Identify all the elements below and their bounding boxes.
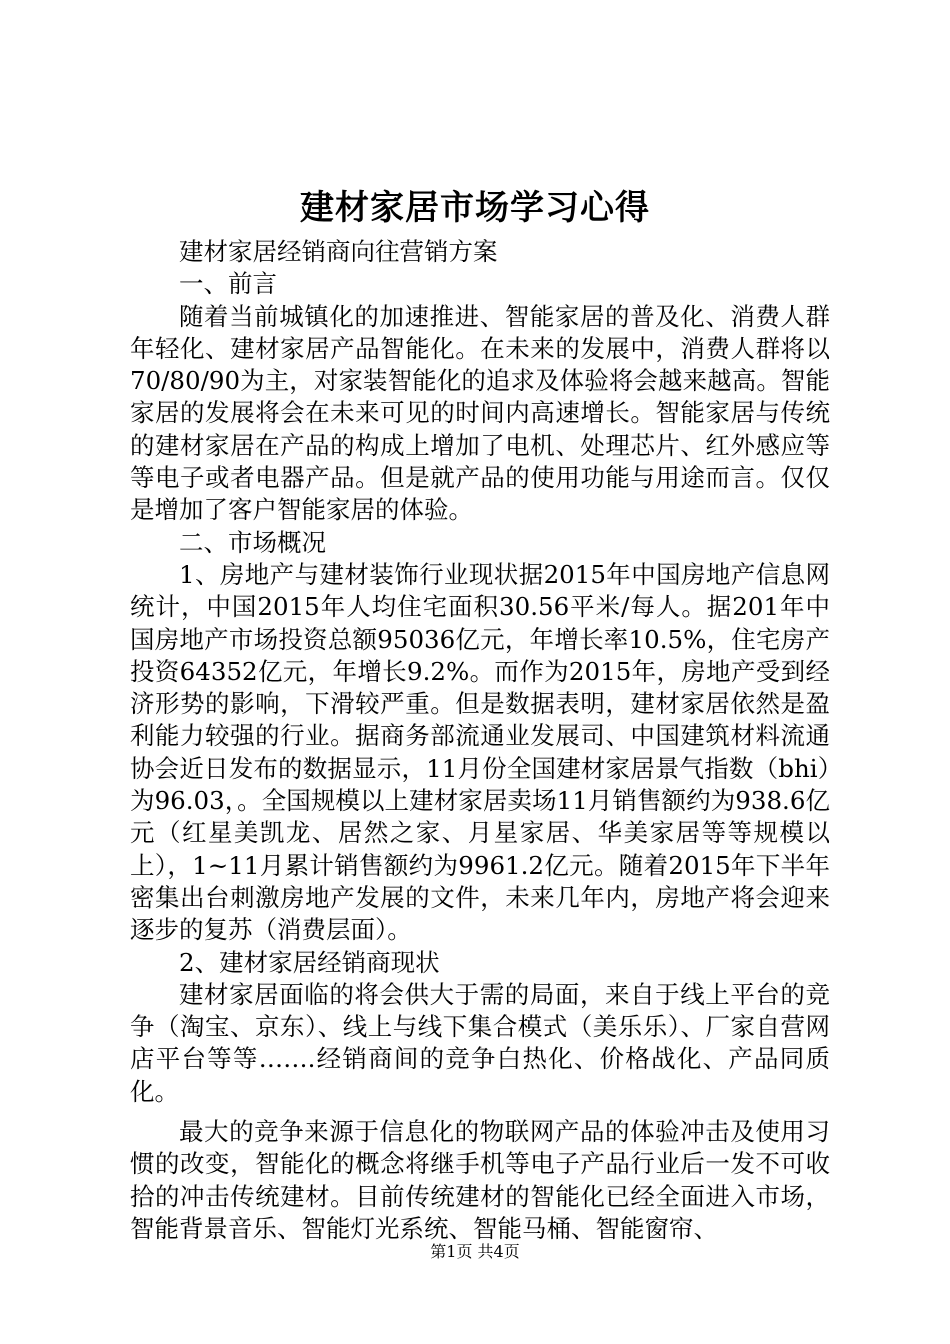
paragraph-real-estate-status: 1、房地产与建材装饰行业现状据2015年中国房地产信息网统计，中国2015年人均住宅面积30.56平米/每人。据201年中国房地产市场投资总额95036亿元，年增长率10.5%，住宅房产投资64352亿元，年增长9.2%。而作为2015年，房地产受到经济形势的影响，下滑较严重。但是数据表明，建材家居依然是盈利能力较强的行业。据商务部流通业发展司、中国建筑材料流通协会近日发布的数据显示，11月份全国建材家居景气指数（bhi）为96.03，。全国规模以上建材家居卖场11月销售额约为938.6亿元（红星美凯龙、居然之家、月星家居、华美家居等等规模以上），1~11月累计销售额约为9961.2亿元。随着2015年下半年密集出台刺激房地产发展的文件，未来几年内，房地产将会迎来逐步的复苏（消费层面）。 bbox=[130, 559, 830, 945]
paragraph-preface: 随着当前城镇化的加速推进、智能家居的普及化、消费人群年轻化、建材家居产品智能化。在未来的发展中，消费人群将以70/80/90为主，对家装智能化的追求及体验将会越来越高。智能家居的发展将会在未来可见的时间内高速增长。智能家居与传统的建材家居在产品的构成上增加了电机、处理芯片、红外感应等等电子或者电器产品。但是就产品的使用功能与用途而言。仅仅是增加了客户智能家居的体验。 bbox=[130, 301, 830, 525]
paragraph-subtitle: 建材家居经销商向往营销方案 bbox=[179, 237, 498, 266]
section-heading-preface: 一、前言 bbox=[179, 269, 277, 299]
paragraph-dealer-status: 建材家居面临的将会供大于需的局面，来自于线上平台的竞争（淘宝、京东）、线上与线下集合模式（美乐乐）、厂家自营网店平台等等…….经销商间的竞争白热化、价格战化、产品同质化。 bbox=[130, 979, 830, 1106]
section-heading-market-overview: 二、市场概况 bbox=[179, 527, 326, 557]
paragraph-competition: 最大的竞争来源于信息化的物联网产品的体验冲击及使用习惯的改变，智能化的概念将继手机等电子产品行业后一发不可收拾的冲击传统建材。目前传统建材的智能化已经全面进入市场，智能背景音乐、智能灯光系统、智能马桶、智能窗帘、 bbox=[130, 1117, 830, 1243]
document-title: 建材家居市场学习心得 bbox=[300, 188, 650, 228]
page-footer: 第1页 共4页 bbox=[430, 1242, 520, 1261]
document-body bbox=[130, 236, 830, 1245]
subsection-heading-dealer-status: 2、建材家居经销商现状 bbox=[179, 947, 440, 977]
